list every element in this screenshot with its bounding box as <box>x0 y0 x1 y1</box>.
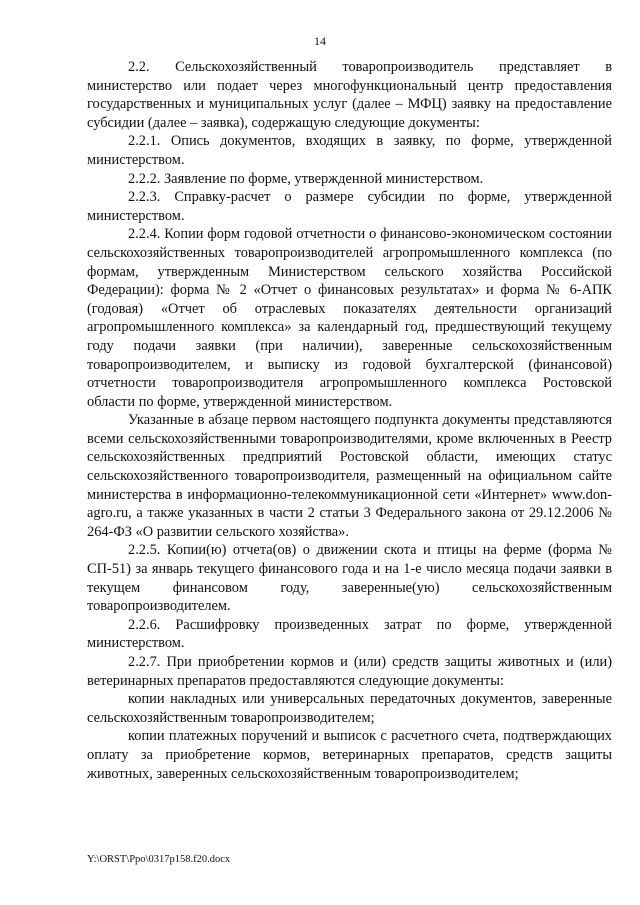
paragraph-2-2-1: 2.2.1. Опись документов, входящих в заявку, по форме, утвержденной министерством. <box>87 133 612 168</box>
paragraph-2-2-4-note: Указанные в абзаце первом настоящего подпункта документы представляются всеми сельскохозяйственными товаропроизводителями, кроме включенных в Реестр сельскохозяйственных предприятий Ростовской области, имеющих статус сельскохозяйственного товаропроизводителя, размещенный на официальном сайте министерства в информационно-телекоммуникационной сети «Интернет» www.don-agro.ru, а также указанных в части 2 статьи 3 Федерального закона от 29.12.2006 № 264-ФЗ «О развитии сельского хозяйства». <box>87 412 612 540</box>
paragraph-2-2-4: 2.2.4. Копии форм годовой отчетности о финансово-экономическом состоянии сельскохозяйственных товаропроизводителей агропромышленного комплекса (по формам, утвержденным Министерством сельского хозяйства Российской Федерации): форма № 2 «Отчет о финансовых результатах» и форма № 6-АПК (годовая) «Отчет об отраслевых показателях деятельности организаций агропромышленного комплекса» за календарный год, предшествующий текущему году подачи заявки (при наличии), заверенные сельскохозяйственным товаропроизводителем, и выписку из годовой бухгалтерской (финансовой) отчетности товаропроизводителя агропромышленного комплекса Ростовской области по форме, утвержденной министерством. <box>87 226 612 410</box>
document-body <box>87 58 612 783</box>
page-number: 14 <box>314 34 326 48</box>
paragraph-2-2-7: 2.2.7. При приобретении кормов и (или) средств защиты животных и (или) ветеринарных препаратов предоставляются следующие документы: <box>87 654 612 689</box>
paragraph-2-2-7-payments: копии платежных поручений и выписок с расчетного счета, подтверждающих оплату за приобретение кормов, ветеринарных препаратов, средств защиты животных, заверенных сельскохозяйственным товаропроизводителем; <box>87 728 612 782</box>
paragraph-2-2-5: 2.2.5. Копии(ю) отчета(ов) о движении скота и птицы на ферме (форма № СП-51) за январь текущего финансового года и на 1-е число месяца подачи заявки в текущем финансовом году, заверенные(ую) сельскохозяйственным товаропроизводителем. <box>87 542 612 615</box>
paragraph-2-2-7-invoices: копии накладных или универсальных передаточных документов, заверенные сельскохозяйственным товаропроизводителем; <box>87 691 612 726</box>
paragraph-2-2: 2.2. Сельскохозяйственный товаропроизводитель представляет в министерство или подает через многофункциональный центр предоставления государственных и муниципальных услуг (далее – МФЦ) заявку на предоставление субсидии (далее – заявка), содержащую следующие документы: <box>87 59 612 131</box>
paragraph-2-2-2: 2.2.2. Заявление по форме, утвержденной министерством. <box>128 170 484 187</box>
paragraph-2-2-6: 2.2.6. Расшифровку произведенных затрат по форме, утвержденной министерством. <box>87 616 612 652</box>
footer-file-path: Y:\ORST\Ppo\0317p158.f20.docx <box>87 854 231 865</box>
paragraph-2-2-3: 2.2.3. Справку-расчет о размере субсидии по форме, утвержденной министерством. <box>87 189 612 224</box>
